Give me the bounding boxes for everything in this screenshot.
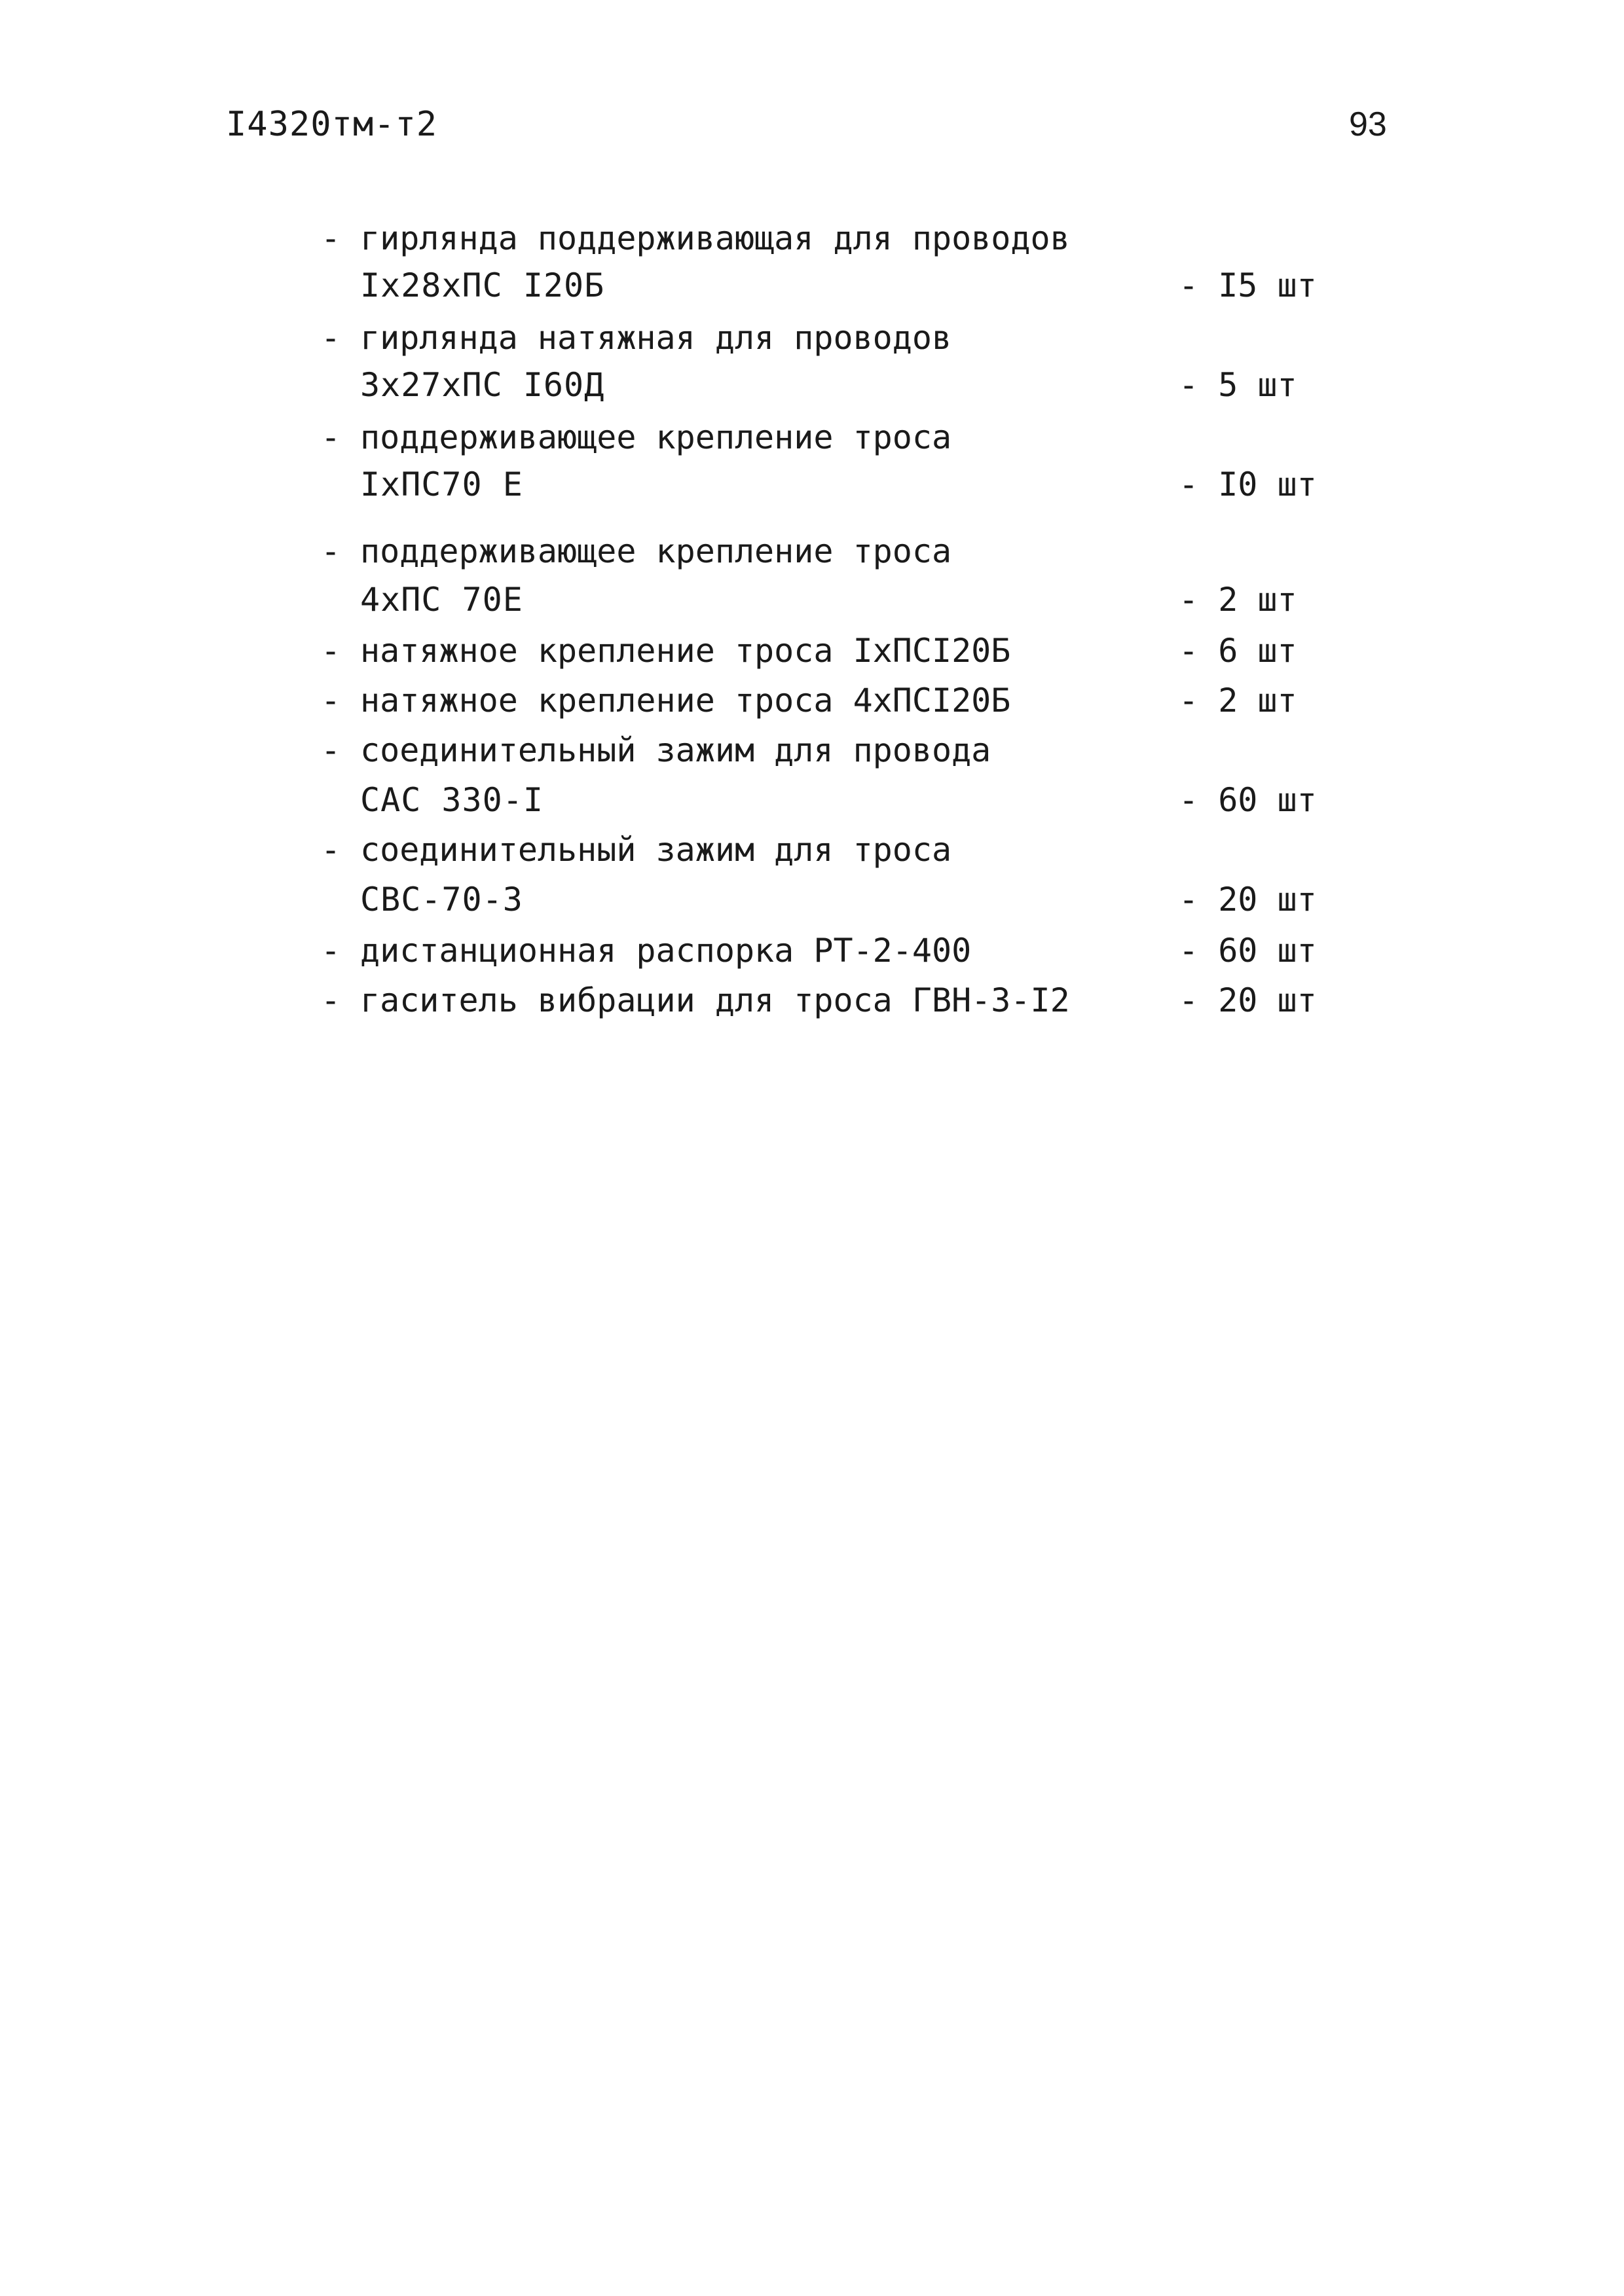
item-quantity: - I0 шт <box>1179 465 1317 503</box>
list-item <box>321 219 1342 265</box>
list-dash: - <box>321 731 341 769</box>
list-item-detail <box>321 881 1342 926</box>
list-item <box>321 831 1342 877</box>
item-code: СВС-70-3 <box>360 881 523 919</box>
list-item <box>321 418 1342 464</box>
page-number: 93 <box>1349 105 1387 143</box>
item-quantity: - 2 шт <box>1179 581 1297 619</box>
list-item <box>321 731 1342 777</box>
list-item <box>321 981 1342 1027</box>
list-dash: - <box>321 319 341 357</box>
item-quantity: - 5 шт <box>1179 366 1297 404</box>
list-item <box>321 682 1342 727</box>
item-description: соединительный зажим для троса <box>360 831 952 869</box>
item-description: поддерживающее крепление троса <box>360 532 952 570</box>
list-item <box>321 319 1342 365</box>
list-item-detail <box>321 781 1342 827</box>
item-code: IхПС70 Е <box>360 465 523 503</box>
item-description: гирлянда натяжная для проводов <box>360 319 952 357</box>
list-item <box>321 932 1342 977</box>
item-description: натяжное крепление троса 4хПСI20Б <box>360 682 1011 720</box>
item-description: поддерживающее крепление троса <box>360 418 952 456</box>
item-description: гирлянда поддерживающая для проводов <box>360 219 1070 257</box>
item-code: САС 330-I <box>360 781 544 819</box>
list-dash: - <box>321 632 341 670</box>
list-dash: - <box>321 831 341 869</box>
item-code: Iх28хПС I20Б <box>360 266 605 304</box>
item-quantity: - 20 шт <box>1179 981 1317 1019</box>
list-item <box>321 632 1342 678</box>
list-dash: - <box>321 932 341 970</box>
list-dash: - <box>321 418 341 456</box>
item-description: гаситель вибрации для троса ГВН-3-I2 <box>360 981 1070 1019</box>
list-item <box>321 532 1342 578</box>
item-quantity: - I5 шт <box>1179 266 1317 304</box>
item-quantity: - 20 шт <box>1179 881 1317 919</box>
item-description: дистанционная распорка РТ-2-400 <box>360 932 972 970</box>
list-dash: - <box>321 682 341 720</box>
list-item-detail <box>321 465 1342 511</box>
item-code: 4хПС 70Е <box>360 581 523 619</box>
item-code: 3х27хПС I60Д <box>360 366 605 404</box>
list-dash: - <box>321 219 341 257</box>
list-item-detail <box>321 581 1342 627</box>
item-quantity: - 2 шт <box>1179 682 1297 720</box>
list-item-detail <box>321 266 1342 312</box>
item-quantity: - 6 шт <box>1179 632 1297 670</box>
item-description: соединительный зажим для провода <box>360 731 991 769</box>
item-description: натяжное крепление троса IхПСI20Б <box>360 632 1011 670</box>
item-quantity: - 60 шт <box>1179 781 1317 819</box>
document-code: I4320тм-т2 <box>226 105 438 144</box>
list-item-detail <box>321 366 1342 412</box>
list-dash: - <box>321 981 341 1019</box>
item-quantity: - 60 шт <box>1179 932 1317 970</box>
list-dash: - <box>321 532 341 570</box>
